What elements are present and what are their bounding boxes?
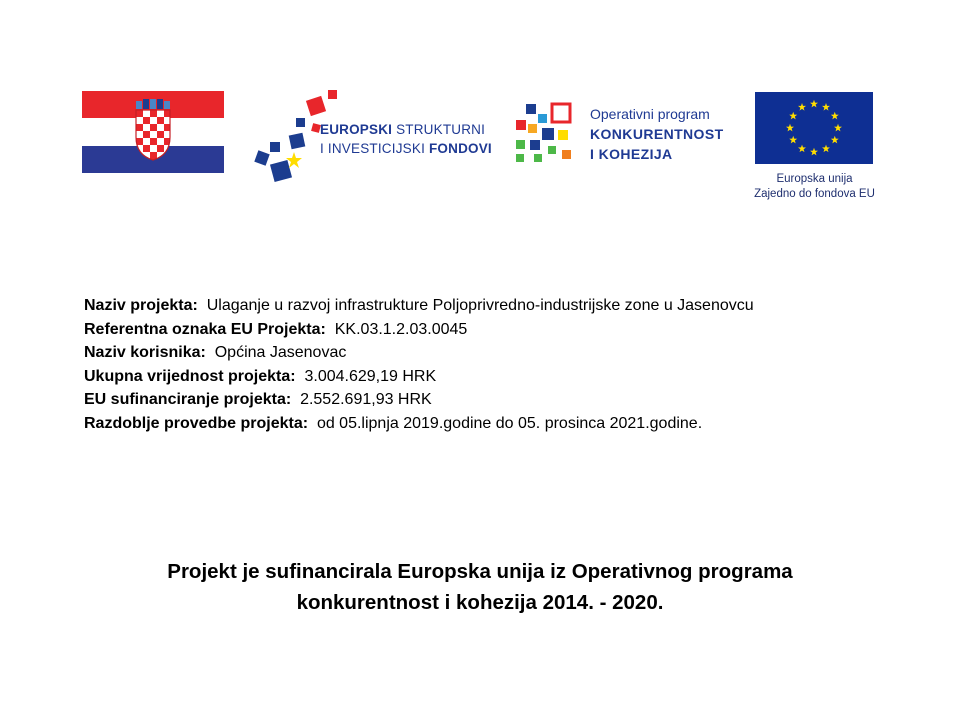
project-label: Naziv korisnika: (84, 344, 206, 361)
eu-star-icon (789, 112, 797, 120)
funding-statement (0, 556, 960, 618)
croatian-flag-icon (82, 91, 224, 173)
project-label: Naziv projekta: (84, 297, 198, 314)
project-value: od 05.lipnja 2019.godine do 05. prosinca 2021.godine. (316, 414, 703, 432)
project-label: EU sufinanciranje projekta: (84, 391, 292, 408)
op-logo (512, 98, 742, 168)
project-label: Referentna oznaka EU Projekta: (84, 320, 326, 338)
project-info (84, 294, 754, 435)
project-label: Razdoblje provedbe projekta: (84, 414, 309, 432)
project-value: 2.552.691,93 HRK (300, 391, 432, 408)
project-row (84, 341, 754, 365)
croatian-coat-of-arms-icon (134, 99, 172, 161)
project-value: Općina Jasenovac (214, 344, 347, 361)
eu-logo (752, 90, 877, 205)
eu-flag-icon (755, 92, 873, 164)
eu-star-icon (786, 124, 794, 132)
eu-star-icon (798, 145, 806, 153)
eu-star-icon (831, 136, 839, 144)
eu-star-icon (831, 112, 839, 120)
project-value: Ulaganje u razvoj infrastrukture Poljoprivredno-industrijske zone u Jasenovcu (206, 297, 754, 314)
esif-logo (232, 60, 502, 200)
eu-star-icon (822, 145, 830, 153)
project-row (84, 365, 754, 389)
project-row (84, 388, 754, 412)
esif-text-2: I INVESTICIJSKI (320, 141, 429, 156)
eu-stars-icon (755, 92, 873, 164)
statement-line-2: konkurentnost i kohezija 2014. - 2020. (296, 591, 664, 614)
logo-bar (0, 0, 960, 220)
project-row (84, 412, 754, 436)
eu-star-icon (834, 124, 842, 132)
op-text-1: Operativni program (590, 106, 710, 122)
project-value: 3.004.629,19 HRK (304, 367, 437, 385)
eu-star-icon (810, 100, 818, 108)
eu-star-icon (822, 103, 830, 111)
eu-star-icon (789, 136, 797, 144)
eu-caption-2: Zajedno do fondova EU (754, 188, 875, 200)
eu-star-icon (810, 148, 818, 156)
statement-line-1: Projekt je sufinancirala Europska unija iz Operativnog programa (167, 560, 793, 583)
esif-text-1: STRUKTURNI (392, 122, 486, 137)
eu-caption-1: Europska unija (776, 173, 853, 185)
eu-star-icon (798, 103, 806, 111)
project-value: KK.03.1.2.03.0045 (334, 320, 468, 338)
project-label: Ukupna vrijednost projekta: (84, 367, 296, 385)
project-row (84, 294, 754, 318)
esif-text-bold-2: FONDOVI (428, 141, 492, 156)
op-text-2: KONKURENTNOST (590, 126, 724, 142)
op-squares-icon (512, 100, 576, 164)
op-text-3: I KOHEZIJA (590, 146, 673, 162)
project-row (84, 318, 754, 342)
esif-text-bold-1: EUROPSKI (320, 122, 393, 137)
